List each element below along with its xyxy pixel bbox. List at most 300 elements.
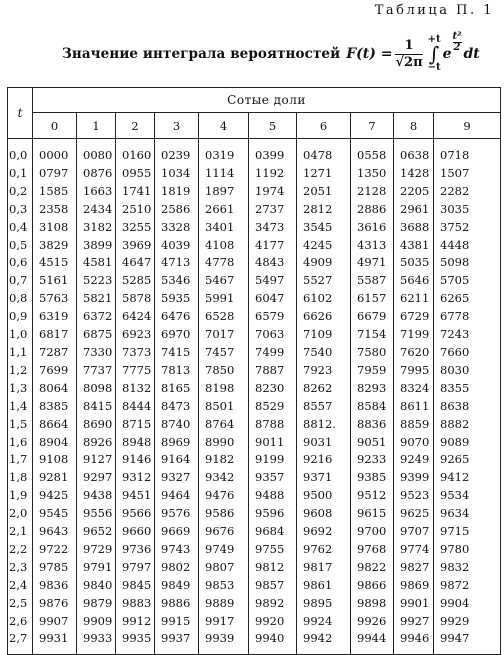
coefficient-numerator: 1 bbox=[404, 37, 414, 53]
table-cell: 4971 bbox=[351, 254, 394, 272]
table-cell: 3616 bbox=[351, 219, 394, 237]
table-cell: 7580 bbox=[351, 344, 394, 362]
table-cell: 7457 bbox=[199, 344, 249, 362]
table-cell: 3752 bbox=[434, 219, 501, 237]
table-cell: 9327 bbox=[155, 469, 199, 487]
table-row bbox=[8, 541, 501, 559]
table-cell: 6476 bbox=[155, 308, 199, 326]
table-cell: 7737 bbox=[77, 362, 116, 380]
t-value-cell: 2,2 bbox=[8, 541, 33, 559]
table-cell: 8788 bbox=[249, 416, 297, 434]
table-cell: 8262 bbox=[297, 380, 351, 398]
table-cell: 7415 bbox=[155, 344, 199, 362]
table-cell: 9901 bbox=[394, 595, 434, 613]
t-value-cell: 2,0 bbox=[8, 505, 33, 523]
table-cell: 8664 bbox=[33, 416, 77, 434]
table-cell: 9853 bbox=[199, 577, 249, 595]
t-value-cell: 1,5 bbox=[8, 416, 33, 434]
table-cell: 9707 bbox=[394, 523, 434, 541]
table-row bbox=[8, 380, 501, 398]
table-caption: Таблица П. 1 bbox=[374, 3, 494, 18]
table-cell: 9937 bbox=[155, 630, 199, 654]
table-cell: 9774 bbox=[394, 541, 434, 559]
integral-symbol: ∫ bbox=[428, 42, 440, 66]
table-cell: 9438 bbox=[77, 487, 116, 505]
probability-integral-table bbox=[7, 87, 501, 655]
table-cell: 9736 bbox=[116, 541, 155, 559]
table-cell: 9822 bbox=[351, 559, 394, 577]
t-value-cell: 0,6 bbox=[8, 254, 33, 272]
table-cell: 2282 bbox=[434, 183, 501, 201]
table-cell: 9939 bbox=[199, 630, 249, 654]
table-cell: 9534 bbox=[434, 487, 501, 505]
table-cell: 8324 bbox=[394, 380, 434, 398]
t-value-cell: 2,4 bbox=[8, 577, 33, 595]
t-value-cell: 1,0 bbox=[8, 326, 33, 344]
table-row bbox=[8, 451, 501, 469]
table-cell: 9312 bbox=[116, 469, 155, 487]
t-value-cell: 0,8 bbox=[8, 290, 33, 308]
table-cell: 5035 bbox=[394, 254, 434, 272]
table-row bbox=[8, 344, 501, 362]
table-cell: 9840 bbox=[77, 577, 116, 595]
table-cell: 5346 bbox=[155, 272, 199, 290]
table-row bbox=[8, 219, 501, 237]
table-cell: 9108 bbox=[33, 451, 77, 469]
t-value-cell: 2,3 bbox=[8, 559, 33, 577]
table-cell: 0478 bbox=[297, 139, 351, 165]
table-row bbox=[8, 595, 501, 613]
table-cell: 7330 bbox=[77, 344, 116, 362]
table-cell: 9500 bbox=[297, 487, 351, 505]
table-cell: 0239 bbox=[155, 139, 199, 165]
table-cell: 8690 bbox=[77, 416, 116, 434]
table-cell: 8355 bbox=[434, 380, 501, 398]
table-cell: 7109 bbox=[297, 326, 351, 344]
table-row bbox=[8, 290, 501, 308]
table-row bbox=[8, 165, 501, 183]
table-cell: 1507 bbox=[434, 165, 501, 183]
table-cell: 3473 bbox=[249, 219, 297, 237]
table-cell: 1585 bbox=[33, 183, 77, 201]
table-cell: 2510 bbox=[116, 201, 155, 219]
table-cell: 5161 bbox=[33, 272, 77, 290]
table-cell: 6528 bbox=[199, 308, 249, 326]
table-cell: 6817 bbox=[33, 326, 77, 344]
table-cell: 9684 bbox=[249, 523, 297, 541]
table-row bbox=[8, 183, 501, 201]
table-cell: 5467 bbox=[199, 272, 249, 290]
column-header-6: 6 bbox=[297, 113, 351, 139]
t-value-cell: 0,0 bbox=[8, 139, 33, 165]
table-cell: 7154 bbox=[351, 326, 394, 344]
table-cell: 9926 bbox=[351, 613, 394, 631]
t-value-cell: 1,2 bbox=[8, 362, 33, 380]
table-cell: 9743 bbox=[155, 541, 199, 559]
table-cell: 1819 bbox=[155, 183, 199, 201]
table-cell: 9281 bbox=[33, 469, 77, 487]
exponent-numerator: t² bbox=[452, 30, 462, 42]
table-cell: 0797 bbox=[33, 165, 77, 183]
table-cell: 2961 bbox=[394, 201, 434, 219]
table-cell: 1663 bbox=[77, 183, 116, 201]
table-body bbox=[8, 139, 501, 655]
table-cell: 8990 bbox=[199, 434, 249, 452]
table-cell: 5705 bbox=[434, 272, 501, 290]
table-row bbox=[8, 577, 501, 595]
table-row bbox=[8, 505, 501, 523]
table-cell: 9615 bbox=[351, 505, 394, 523]
table-cell: 7813 bbox=[155, 362, 199, 380]
table-cell: 6875 bbox=[77, 326, 116, 344]
table-cell: 9700 bbox=[351, 523, 394, 541]
table-cell: 3328 bbox=[155, 219, 199, 237]
table-cell: 9944 bbox=[351, 630, 394, 654]
table-cell: 9917 bbox=[199, 613, 249, 631]
table-cell: 6372 bbox=[77, 308, 116, 326]
table-row bbox=[8, 559, 501, 577]
table-cell: 9946 bbox=[394, 630, 434, 654]
table-cell: 9915 bbox=[155, 613, 199, 631]
heading-text: Значение интеграла вероятностей bbox=[62, 46, 341, 62]
table-cell: 7775 bbox=[116, 362, 155, 380]
table-cell: 9933 bbox=[77, 630, 116, 654]
table-cell: 7243 bbox=[434, 326, 501, 344]
table-cell: 9802 bbox=[155, 559, 199, 577]
table-cell: 0638 bbox=[394, 139, 434, 165]
table-cell: 8165 bbox=[155, 380, 199, 398]
table-cell: 7923 bbox=[297, 362, 351, 380]
table-cell: 9832 bbox=[434, 559, 501, 577]
column-header-2: 2 bbox=[116, 113, 155, 139]
table-row bbox=[8, 201, 501, 219]
table-cell: 9127 bbox=[77, 451, 116, 469]
coefficient-denominator: √2π bbox=[395, 54, 423, 70]
table-cell: 9722 bbox=[33, 541, 77, 559]
table-cell: 9556 bbox=[77, 505, 116, 523]
table-cell: 7199 bbox=[394, 326, 434, 344]
t-value-cell: 0,3 bbox=[8, 201, 33, 219]
table-cell: 9669 bbox=[155, 523, 199, 541]
table-cell: 7995 bbox=[394, 362, 434, 380]
table-cell: 9596 bbox=[249, 505, 297, 523]
table-cell: 9780 bbox=[434, 541, 501, 559]
table-cell: 4515 bbox=[33, 254, 77, 272]
table-cell: 9342 bbox=[199, 469, 249, 487]
table-cell: 9164 bbox=[155, 451, 199, 469]
table-cell: 6211 bbox=[394, 290, 434, 308]
exponent-denominator: 2 bbox=[453, 41, 461, 53]
table-cell: 9692 bbox=[297, 523, 351, 541]
table-cell: 1741 bbox=[116, 183, 155, 201]
table-row bbox=[8, 272, 501, 290]
table-cell: 1114 bbox=[199, 165, 249, 183]
table-cell: 3108 bbox=[33, 219, 77, 237]
table-cell: 1034 bbox=[155, 165, 199, 183]
table-cell: 9861 bbox=[297, 577, 351, 595]
table-cell: 8715 bbox=[116, 416, 155, 434]
table-cell: 0955 bbox=[116, 165, 155, 183]
table-cell: 4778 bbox=[199, 254, 249, 272]
t-value-cell: 1,4 bbox=[8, 398, 33, 416]
table-cell: 6729 bbox=[394, 308, 434, 326]
table-cell: 5646 bbox=[394, 272, 434, 290]
table-cell: 6102 bbox=[297, 290, 351, 308]
table-cell: 5935 bbox=[155, 290, 199, 308]
column-header-0: 0 bbox=[33, 113, 77, 139]
column-header-9: 9 bbox=[434, 113, 501, 139]
table-cell: 9924 bbox=[297, 613, 351, 631]
table-cell: 5878 bbox=[116, 290, 155, 308]
table-cell: 8198 bbox=[199, 380, 249, 398]
table-cell: 8293 bbox=[351, 380, 394, 398]
table-cell: 9768 bbox=[351, 541, 394, 559]
table-cell: 2737 bbox=[249, 201, 297, 219]
table-cell: 0000 bbox=[33, 139, 77, 165]
table-cell: 9576 bbox=[155, 505, 199, 523]
table-cell: 6265 bbox=[434, 290, 501, 308]
table-cell: 8836 bbox=[351, 416, 394, 434]
table-cell: 6157 bbox=[351, 290, 394, 308]
t-value-cell: 2,7 bbox=[8, 630, 33, 654]
table-cell: 9845 bbox=[116, 577, 155, 595]
table-cell: 8444 bbox=[116, 398, 155, 416]
table-cell: 9476 bbox=[199, 487, 249, 505]
table-cell: 8812. bbox=[297, 416, 351, 434]
column-header-3: 3 bbox=[155, 113, 199, 139]
table-cell: 9643 bbox=[33, 523, 77, 541]
table-cell: 8473 bbox=[155, 398, 199, 416]
t-value-cell: 1,8 bbox=[8, 469, 33, 487]
table-cell: 9797 bbox=[116, 559, 155, 577]
table-cell: 9051 bbox=[351, 434, 394, 452]
table-row bbox=[8, 139, 501, 165]
hundredths-group-header: Сотые доли bbox=[33, 88, 501, 113]
table-row bbox=[8, 613, 501, 631]
table-cell: 9942 bbox=[297, 630, 351, 654]
t-value-cell: 1,7 bbox=[8, 451, 33, 469]
table-cell: 9895 bbox=[297, 595, 351, 613]
t-value-cell: 0,5 bbox=[8, 237, 33, 255]
table-cell: 8132 bbox=[116, 380, 155, 398]
table-cell: 8098 bbox=[77, 380, 116, 398]
table-cell: 9031 bbox=[297, 434, 351, 452]
table-cell: 5527 bbox=[297, 272, 351, 290]
table-cell: 9634 bbox=[434, 505, 501, 523]
table-row bbox=[8, 416, 501, 434]
table-row bbox=[8, 254, 501, 272]
table-cell: 9749 bbox=[199, 541, 249, 559]
table-cell: 6319 bbox=[33, 308, 77, 326]
table-cell: 9807 bbox=[199, 559, 249, 577]
table-cell: 9715 bbox=[434, 523, 501, 541]
table-cell: 2205 bbox=[394, 183, 434, 201]
table-cell: 9907 bbox=[33, 613, 77, 631]
table-cell: 9425 bbox=[33, 487, 77, 505]
table-cell: 9920 bbox=[249, 613, 297, 631]
table-cell: 3899 bbox=[77, 237, 116, 255]
table-cell: 9011 bbox=[249, 434, 297, 452]
column-header-7: 7 bbox=[351, 113, 394, 139]
table-cell: 9879 bbox=[77, 595, 116, 613]
table-cell: 2358 bbox=[33, 201, 77, 219]
table-cell: 2128 bbox=[351, 183, 394, 201]
table-cell: 9586 bbox=[199, 505, 249, 523]
table-cell: 9883 bbox=[116, 595, 155, 613]
column-header-row bbox=[8, 113, 501, 139]
table-cell: 6679 bbox=[351, 308, 394, 326]
table-cell: 9785 bbox=[33, 559, 77, 577]
table-row bbox=[8, 237, 501, 255]
t-value-cell: 1,6 bbox=[8, 434, 33, 452]
table-cell: 8740 bbox=[155, 416, 199, 434]
table-cell: 9545 bbox=[33, 505, 77, 523]
table-cell: 9947 bbox=[434, 630, 501, 654]
table-cell: 9927 bbox=[394, 613, 434, 631]
table-cell: 5497 bbox=[249, 272, 297, 290]
table-cell: 9866 bbox=[351, 577, 394, 595]
table-cell: 9755 bbox=[249, 541, 297, 559]
column-header-8: 8 bbox=[394, 113, 434, 139]
table-cell: 0399 bbox=[249, 139, 297, 165]
t-value-cell: 0,9 bbox=[8, 308, 33, 326]
table-cell: 6626 bbox=[297, 308, 351, 326]
table-cell: 8859 bbox=[394, 416, 434, 434]
table-cell: 9849 bbox=[155, 577, 199, 595]
table-cell: 9660 bbox=[116, 523, 155, 541]
probability-integral-formula bbox=[346, 30, 480, 73]
table-cell: 7063 bbox=[249, 326, 297, 344]
table-cell: 2886 bbox=[351, 201, 394, 219]
table-cell: 8882 bbox=[434, 416, 501, 434]
table-cell: 0080 bbox=[77, 139, 116, 165]
table-row bbox=[8, 630, 501, 654]
table-cell: 3829 bbox=[33, 237, 77, 255]
table-cell: 4177 bbox=[249, 237, 297, 255]
table-cell: 9872 bbox=[434, 577, 501, 595]
table-cell: 8064 bbox=[33, 380, 77, 398]
table-cell: 9488 bbox=[249, 487, 297, 505]
table-cell: 9940 bbox=[249, 630, 297, 654]
table-cell: 9451 bbox=[116, 487, 155, 505]
formula-differential: dt bbox=[463, 46, 480, 62]
table-cell: 1428 bbox=[394, 165, 434, 183]
table-cell: 0160 bbox=[116, 139, 155, 165]
table-cell: 3688 bbox=[394, 219, 434, 237]
table-cell: 0718 bbox=[434, 139, 501, 165]
table-cell: 9199 bbox=[249, 451, 297, 469]
table-cell: 2051 bbox=[297, 183, 351, 201]
table-cell: 5991 bbox=[199, 290, 249, 308]
table-cell: 8415 bbox=[77, 398, 116, 416]
table-cell: 9385 bbox=[351, 469, 394, 487]
table-cell: 8969 bbox=[155, 434, 199, 452]
t-value-cell: 0,4 bbox=[8, 219, 33, 237]
table-cell: 9762 bbox=[297, 541, 351, 559]
table-cell: 3969 bbox=[116, 237, 155, 255]
t-column-header: t bbox=[8, 88, 33, 139]
table-cell: 8948 bbox=[116, 434, 155, 452]
table-cell: 2434 bbox=[77, 201, 116, 219]
table-cell: 7017 bbox=[199, 326, 249, 344]
table-cell: 7620 bbox=[394, 344, 434, 362]
integral-sign bbox=[428, 35, 441, 73]
table-cell: 7959 bbox=[351, 362, 394, 380]
t-value-cell: 0,1 bbox=[8, 165, 33, 183]
table-cell: 9233 bbox=[351, 451, 394, 469]
table-cell: 9399 bbox=[394, 469, 434, 487]
table-cell: 2661 bbox=[199, 201, 249, 219]
table-cell: 5285 bbox=[116, 272, 155, 290]
table-cell: 9904 bbox=[434, 595, 501, 613]
table-cell: 9297 bbox=[77, 469, 116, 487]
table-cell: 7660 bbox=[434, 344, 501, 362]
table-cell: 8030 bbox=[434, 362, 501, 380]
table-cell: 9935 bbox=[116, 630, 155, 654]
table-cell: 9791 bbox=[77, 559, 116, 577]
table-cell: 9625 bbox=[394, 505, 434, 523]
table-cell: 9146 bbox=[116, 451, 155, 469]
table-cell: 9889 bbox=[199, 595, 249, 613]
table-cell: 8764 bbox=[199, 416, 249, 434]
table-cell: 8385 bbox=[33, 398, 77, 416]
table-cell: 4039 bbox=[155, 237, 199, 255]
table-cell: 9886 bbox=[155, 595, 199, 613]
table-cell: 9357 bbox=[249, 469, 297, 487]
table-cell: 4313 bbox=[351, 237, 394, 255]
integral-lower-limit: −t bbox=[427, 62, 441, 73]
t-value-cell: 1,3 bbox=[8, 380, 33, 398]
table-cell: 0558 bbox=[351, 139, 394, 165]
formula-lhs: F(t) = bbox=[346, 46, 393, 62]
table-cell: 9070 bbox=[394, 434, 434, 452]
table-cell: 5821 bbox=[77, 290, 116, 308]
t-value-cell: 0,2 bbox=[8, 183, 33, 201]
table-cell: 3255 bbox=[116, 219, 155, 237]
table-cell: 8926 bbox=[77, 434, 116, 452]
t-value-cell: 2,5 bbox=[8, 595, 33, 613]
table-cell: 9512 bbox=[351, 487, 394, 505]
table-cell: 2812 bbox=[297, 201, 351, 219]
table-row bbox=[8, 469, 501, 487]
table-cell: 6970 bbox=[155, 326, 199, 344]
table-cell: 6923 bbox=[116, 326, 155, 344]
table-cell: 3035 bbox=[434, 201, 501, 219]
integral-upper-limit: +t bbox=[427, 34, 441, 45]
table-cell: 9812 bbox=[249, 559, 297, 577]
table-cell: 3401 bbox=[199, 219, 249, 237]
table-row bbox=[8, 434, 501, 452]
table-cell: 9523 bbox=[394, 487, 434, 505]
table-cell: 9566 bbox=[116, 505, 155, 523]
table-cell: 6778 bbox=[434, 308, 501, 326]
table-cell: 4381 bbox=[394, 237, 434, 255]
table-cell: 4581 bbox=[77, 254, 116, 272]
table-cell: 8557 bbox=[297, 398, 351, 416]
t-value-cell: 1,9 bbox=[8, 487, 33, 505]
table-cell: 7699 bbox=[33, 362, 77, 380]
integrand-base: e bbox=[442, 46, 452, 62]
table-cell: 9729 bbox=[77, 541, 116, 559]
t-value-cell: 1,1 bbox=[8, 344, 33, 362]
table-cell: 9817 bbox=[297, 559, 351, 577]
column-header-1: 1 bbox=[77, 113, 116, 139]
table-cell: 7373 bbox=[116, 344, 155, 362]
table-cell: 9912 bbox=[116, 613, 155, 631]
table-cell: 1897 bbox=[199, 183, 249, 201]
table-cell: 5098 bbox=[434, 254, 501, 272]
table-cell: 9827 bbox=[394, 559, 434, 577]
